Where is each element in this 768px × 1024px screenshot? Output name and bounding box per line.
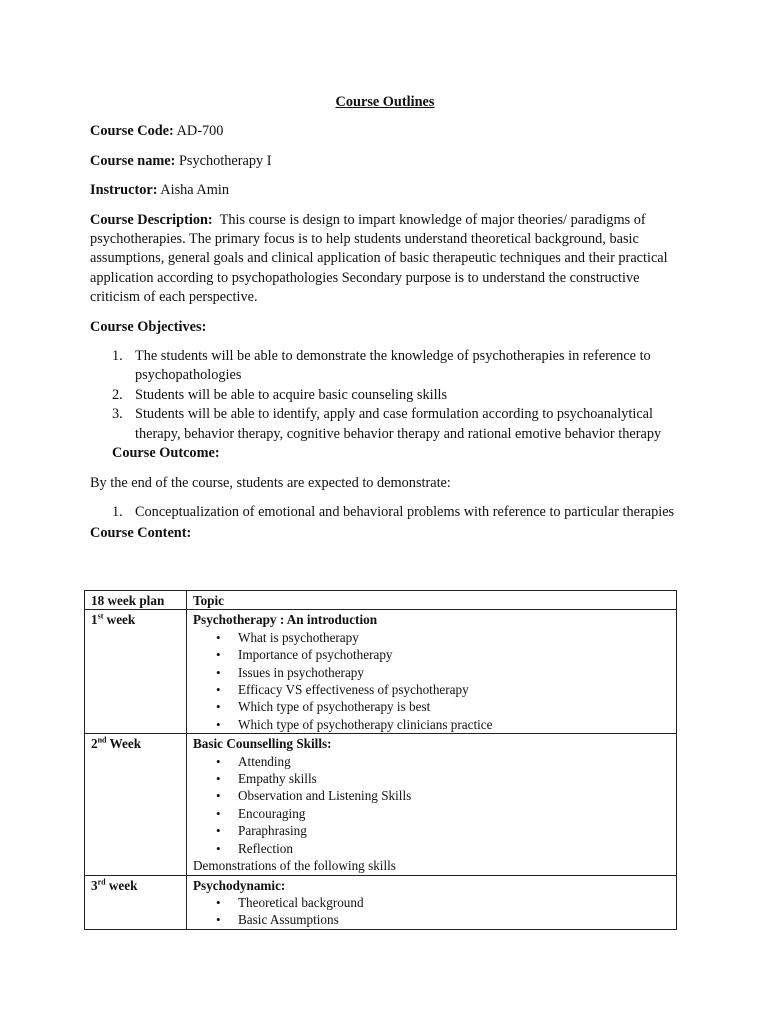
topic-note: Demonstrations of the following skills: [193, 858, 396, 874]
week-cell: [85, 875, 187, 929]
list-item-text: The students will be able to demonstrate the knowledge of psychotherapies in reference to psychopathologies: [135, 348, 651, 384]
topic-cell: [187, 875, 677, 929]
table-row: [85, 610, 677, 734]
list-item: • What is psychotherapy: [238, 629, 670, 646]
course-description-label: Course Description:: [90, 211, 213, 228]
course-code-value: AD-700: [176, 123, 224, 140]
outcome-intro: By the end of the course, students are expected to demonstrate:: [90, 474, 451, 491]
topic-title: Psychodynamic:: [193, 877, 286, 893]
list-item: • Reflection: [238, 840, 670, 857]
topic-cell: [187, 734, 677, 875]
instructor-label: Instructor:: [90, 182, 158, 199]
week-ordinal-suffix: nd: [97, 735, 107, 745]
list-item-text: Students will be able to acquire basic counseling skills: [135, 386, 448, 403]
table-row: [85, 734, 677, 875]
list-item: [112, 386, 680, 405]
course-objectives-heading: Course Objectives:: [90, 318, 207, 335]
list-item-number: 2.: [112, 386, 123, 403]
list-item: • Theoretical background: [238, 894, 670, 911]
course-description: [90, 211, 680, 308]
list-item-text: Students will be able to identify, apply and case formulation according to psychoanalytical therapy, behavior therapy, cognitive behavior therapy and rational emotive behavior therapy: [135, 406, 662, 442]
course-code-label: Course Code:: [90, 123, 174, 140]
list-item: [112, 347, 680, 386]
table-header-row: [85, 591, 677, 610]
course-content-table: [84, 590, 677, 930]
week-ordinal-suffix: st: [97, 612, 104, 622]
week-word: Week: [106, 736, 142, 752]
outcome-list: [90, 503, 680, 522]
list-item: • Efficacy VS effectiveness of psychotherapy: [238, 681, 670, 698]
objectives-list: [90, 347, 680, 444]
list-item: [112, 503, 680, 522]
list-item: • Empathy skills: [238, 770, 670, 787]
instructor-value: Aisha Amin: [160, 182, 230, 199]
list-item: • Paraphrasing: [238, 822, 670, 839]
list-item: [112, 405, 680, 444]
week-number: 3: [91, 877, 98, 893]
table-row: [85, 875, 677, 929]
course-name-value: Psychotherapy I: [178, 152, 272, 169]
week-number: 1: [91, 612, 98, 628]
document-page: [90, 93, 680, 552]
topic-cell: [187, 610, 677, 734]
week-plan-header: 18 week plan: [85, 591, 187, 610]
list-item-number: 1.: [112, 503, 123, 520]
week-number: 2: [91, 736, 98, 752]
document-title: Course Outlines: [335, 94, 435, 110]
week-word: week: [105, 877, 138, 893]
week-ordinal-suffix: rd: [97, 877, 106, 887]
topic-header: Topic: [187, 591, 677, 610]
course-content-heading: Course Content:: [90, 525, 192, 542]
list-item-text: Conceptualization of emotional and behavioral problems with reference to particular therapies: [135, 503, 675, 520]
list-item: • Which type of psychotherapy is best: [238, 698, 670, 715]
list-item: • Basic Assumptions: [238, 911, 670, 928]
topic-bullets: [193, 629, 670, 733]
list-item-number: 1.: [112, 348, 123, 365]
list-item: • Which type of psychotherapy clinicians practice: [238, 716, 670, 733]
topic-title: Basic Counselling Skills:: [193, 736, 332, 752]
course-code: [90, 122, 680, 141]
list-item: • Encouraging: [238, 805, 670, 822]
course-description-text: This course is design to impart knowledge of major theories/ paradigms of psychotherapies. The primary focus is to help students understand theoretical background, basic assumptions, general goals and clinical application of basic therapeutic techniques and their practical application according to psychopathologies Secondary purpose is to understand the constructive criticism of each perspective.: [90, 211, 668, 306]
instructor: [90, 181, 680, 200]
list-item: • Attending: [238, 753, 670, 770]
list-item: • Issues in psychotherapy: [238, 664, 670, 681]
list-item: • Observation and Listening Skills: [238, 787, 670, 804]
topic-bullets: [193, 753, 670, 857]
course-name-label: Course name:: [90, 152, 176, 169]
course-outcome-heading: Course Outcome:: [112, 445, 220, 462]
course-name: [90, 152, 680, 171]
topic-bullets: [193, 894, 670, 929]
topic-title: Psychotherapy : An introduction: [193, 612, 378, 628]
week-cell: [85, 734, 187, 875]
week-cell: [85, 610, 187, 734]
list-item: • Importance of psychotherapy: [238, 646, 670, 663]
list-item-number: 3.: [112, 406, 123, 423]
week-word: week: [103, 612, 136, 628]
